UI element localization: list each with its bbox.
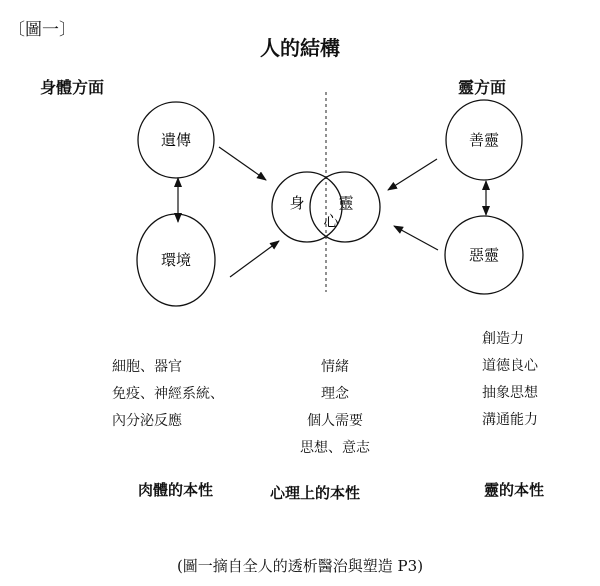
- body-attribute: 免疫、神經系統、: [112, 386, 224, 402]
- mind-attribute: 個人需要: [307, 413, 363, 429]
- spirit-nature-label: 靈的本性: [484, 481, 545, 499]
- arrow-evil-to-center: [394, 226, 438, 250]
- arrow-heredity-to-center: [219, 147, 266, 180]
- body-attribute: 內分泌反應: [112, 413, 182, 429]
- body-attributes-list: [112, 354, 224, 435]
- mind-nature-label: 心理上的本性: [270, 484, 361, 502]
- spirit-label: 靈: [338, 194, 354, 212]
- heredity-label: 遺傳: [160, 131, 192, 149]
- spirit-attribute: 抽象思想: [482, 385, 538, 401]
- evil-spirit-label: 惡靈: [468, 246, 500, 264]
- spirit-side-heading: 靈方面: [458, 78, 507, 97]
- heart-label: 心: [323, 212, 339, 230]
- environment-label: 環境: [160, 251, 192, 269]
- figure-label: 〔圖一〕: [8, 20, 76, 40]
- mind-attributes-list: [270, 354, 400, 462]
- mind-attribute: 理念: [321, 386, 349, 402]
- spirit-attributes-list: [482, 326, 538, 434]
- spirit-attribute: 創造力: [482, 331, 524, 347]
- figure-caption: (圖一摘自全人的透析醫治與塑造 P3): [176, 557, 424, 575]
- spirit-attribute: 道德良心: [482, 358, 538, 374]
- body-label: 身: [289, 194, 305, 212]
- body-side-heading: 身體方面: [40, 78, 105, 97]
- mind-attribute: 思想、意志: [300, 440, 370, 456]
- body-nature-label: 肉體的本性: [138, 481, 214, 499]
- body-attribute: 細胞、器官: [112, 359, 182, 375]
- mind-attribute: 情緒: [321, 359, 349, 375]
- good-spirit-label: 善靈: [468, 131, 500, 149]
- arrow-environment-to-center: [230, 241, 279, 277]
- spirit-attribute: 溝通能力: [482, 412, 538, 428]
- arrow-good-to-center: [388, 159, 437, 190]
- diagram-title: 人的結構: [260, 36, 340, 60]
- body-circle: [272, 172, 342, 242]
